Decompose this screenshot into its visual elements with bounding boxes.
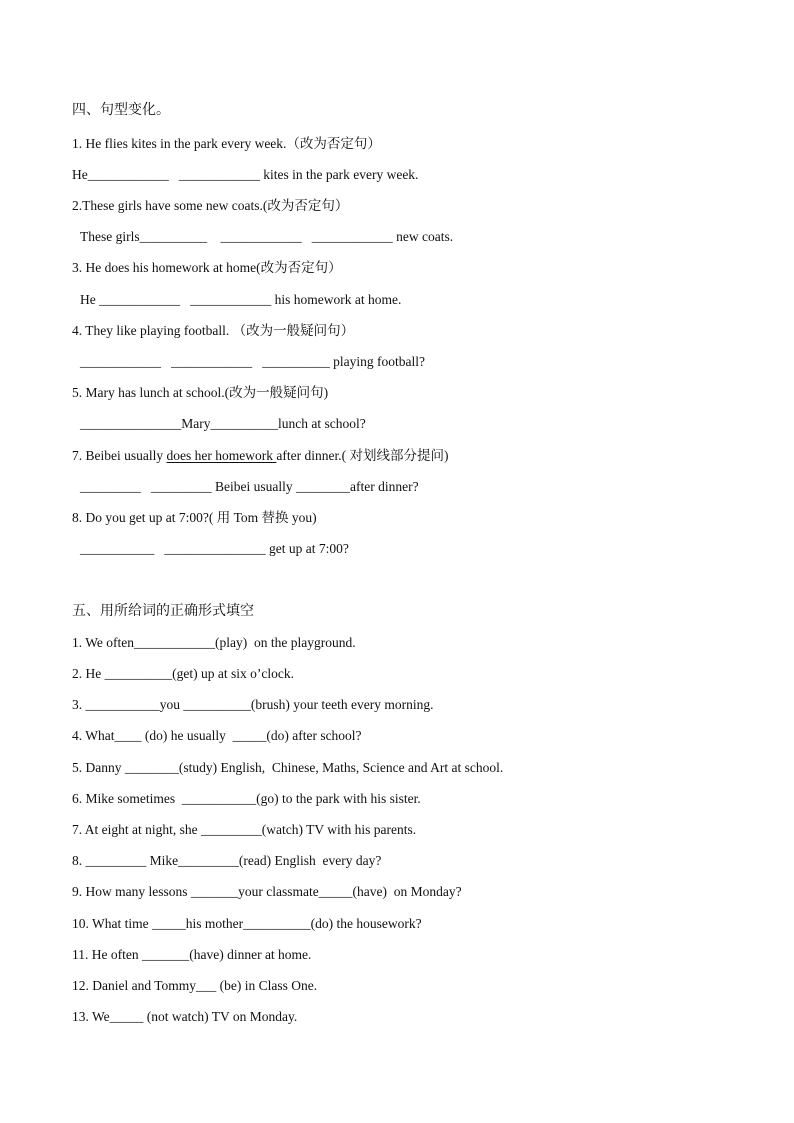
answer-line-8: ___________ _______________ get up at 7:00? [80, 541, 349, 556]
answer-line-4: ____________ ____________ __________ playing football? [80, 354, 425, 369]
question-7-underlined: does her homework [166, 448, 277, 463]
fill-item-7: 7. At eight at night, she _________(watch) TV with his parents. [72, 822, 417, 837]
answer-line-2: These girls__________ ____________ ____________ new coats. [80, 229, 454, 244]
fill-item-6: 6. Mike sometimes ___________(go) to the park with his sister. [72, 791, 421, 806]
answer-line-1: He____________ ____________ kites in the park every week. [72, 167, 419, 182]
fill-item-2: 2. He __________(get) up at six o’clock. [72, 666, 294, 681]
section-4-heading: 四、句型变化。 [72, 102, 170, 118]
fill-item-4: 4. What____ (do) he usually _____(do) after school? [72, 728, 362, 743]
fill-item-12: 12. Daniel and Tommy___ (be) in Class One. [72, 978, 318, 993]
answer-line-5: _______________Mary__________lunch at school? [80, 416, 366, 431]
fill-item-11: 11. He often _______(have) dinner at home. [72, 947, 312, 962]
section-5-heading: 五、用所给词的正确形式填空 [72, 603, 254, 619]
question-2: 2.These girls have some new coats.(改为否定句） [72, 198, 349, 213]
question-5: 5. Mary has lunch at school.(改为一般疑问句) [72, 385, 329, 400]
question-3: 3. He does his homework at home(改为否定句） [72, 260, 342, 275]
question-7 [72, 446, 448, 466]
fill-item-8: 8. _________ Mike_________(read) English every day? [72, 853, 382, 868]
question-1: 1. He flies kites in the park every week.（改为否定句） [72, 136, 381, 151]
question-8: 8. Do you get up at 7:00?( 用 Tom 替换 you) [72, 510, 317, 525]
fill-item-9: 9. How many lessons _______your classmate_____(have) on Monday? [72, 884, 462, 899]
fill-item-1: 1. We often____________(play) on the playground. [72, 635, 356, 650]
answer-line-3: He ____________ ____________ his homework at home. [80, 292, 402, 307]
question-7-post: after dinner.( 对划线部分提问) [276, 448, 449, 463]
question-4: 4. They like playing football. （改为一般疑问句） [72, 323, 355, 338]
fill-item-13: 13. We_____ (not watch) TV on Monday. [72, 1009, 298, 1024]
fill-item-5: 5. Danny ________(study) English, Chinese, Maths, Science and Art at school. [72, 760, 504, 775]
answer-line-7: _________ _________ Beibei usually ________after dinner? [80, 479, 419, 494]
fill-item-3: 3. ___________you __________(brush) your teeth every morning. [72, 697, 434, 712]
question-7-pre: 7. Beibei usually [72, 448, 167, 463]
fill-item-10: 10. What time _____his mother__________(do) the housework? [72, 916, 422, 931]
